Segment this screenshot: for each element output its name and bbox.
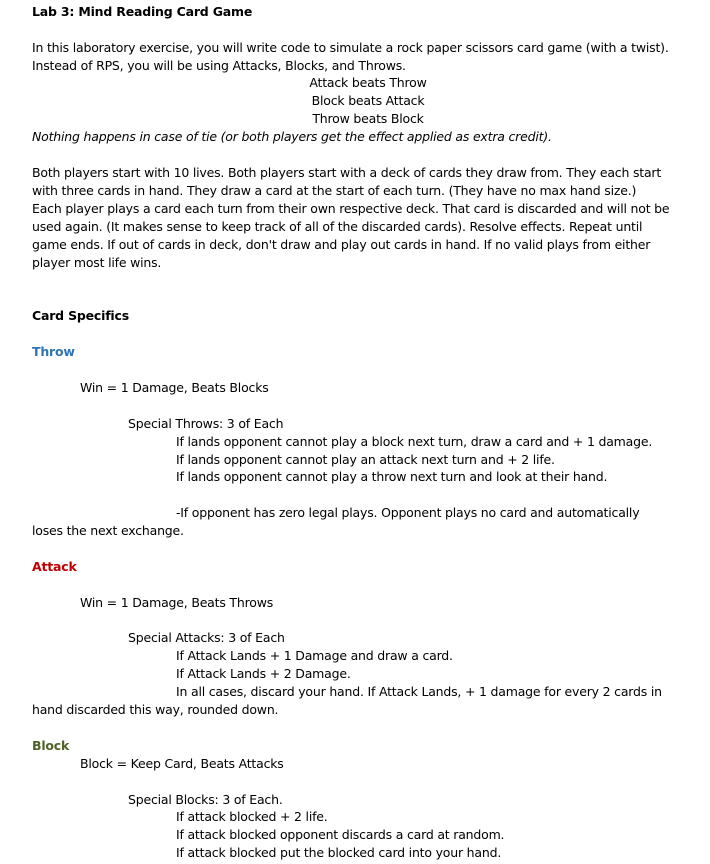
throw-zero-plays-cont: loses the next exchange.: [32, 523, 184, 538]
attack-special-cont: hand discarded this way, rounded down.: [32, 702, 279, 717]
intro-line: In this laboratory exercise, you will write code to simulate a rock paper scissors card game (with a twist).: [32, 40, 669, 55]
rule-line: Attack beats Throw: [309, 75, 427, 90]
intro-line: Instead of RPS, you will be using Attacks, Blocks, and Throws.: [32, 58, 406, 73]
overview-line: Both players start with 10 lives. Both players start with a deck of cards they draw from. They each start: [32, 165, 662, 180]
throw-heading: Throw: [32, 344, 75, 359]
throw-special-item: If lands opponent cannot play a throw next turn and look at their hand.: [176, 469, 608, 484]
block-heading: Block: [32, 738, 70, 753]
attack-special-heading: Special Attacks: 3 of Each: [128, 630, 285, 645]
attack-special-item: In all cases, discard your hand. If Attack Lands, + 1 damage for every 2 cards in: [176, 684, 662, 699]
overview-line: used again. (It makes sense to keep track of all of the discarded cards). Resolve effects. Repeat until: [32, 219, 643, 234]
overview-line: game ends. If out of cards in deck, don't draw and play out cards in hand. If no valid plays from either: [32, 237, 651, 252]
rule-line: Throw beats Block: [312, 111, 424, 126]
throw-win: Win = 1 Damage, Beats Blocks: [80, 380, 269, 395]
attack-win: Win = 1 Damage, Beats Throws: [80, 595, 274, 610]
overview-line: with three cards in hand. They draw a card at the start of each turn. (They have no max hand size.): [32, 183, 637, 198]
block-special-heading: Special Blocks: 3 of Each.: [128, 792, 283, 807]
overview-line: player most life wins.: [32, 255, 162, 270]
attack-heading: Attack: [32, 559, 77, 574]
block-special-item: If attack blocked opponent discards a card at random.: [176, 827, 505, 842]
throw-special-heading: Special Throws: 3 of Each: [128, 416, 284, 431]
rule-line: Block beats Attack: [311, 93, 425, 108]
attack-special-item: If Attack Lands + 1 Damage and draw a card.: [176, 648, 453, 663]
block-special-item: If attack blocked + 2 life.: [176, 809, 328, 824]
throw-special-item: If lands opponent cannot play a block next turn, draw a card and + 1 damage.: [176, 434, 653, 449]
throw-zero-plays: -If opponent has zero legal plays. Opponent plays no card and automatically: [176, 505, 640, 520]
attack-special-item: If Attack Lands + 2 Damage.: [176, 666, 351, 681]
block-win: Block = Keep Card, Beats Attacks: [80, 756, 284, 771]
block-special-item: If attack blocked put the blocked card into your hand.: [176, 845, 502, 860]
tie-note: Nothing happens in case of tie (or both players get the effect applied as extra credit).: [32, 129, 552, 144]
throw-special-item: If lands opponent cannot play an attack next turn and + 2 life.: [176, 452, 555, 467]
page-title: Lab 3: Mind Reading Card Game: [32, 4, 253, 19]
overview-line: Each player plays a card each turn from their own respective deck. That card is discarded and will not be: [32, 201, 670, 216]
card-specifics-heading: Card Specifics: [32, 308, 129, 323]
